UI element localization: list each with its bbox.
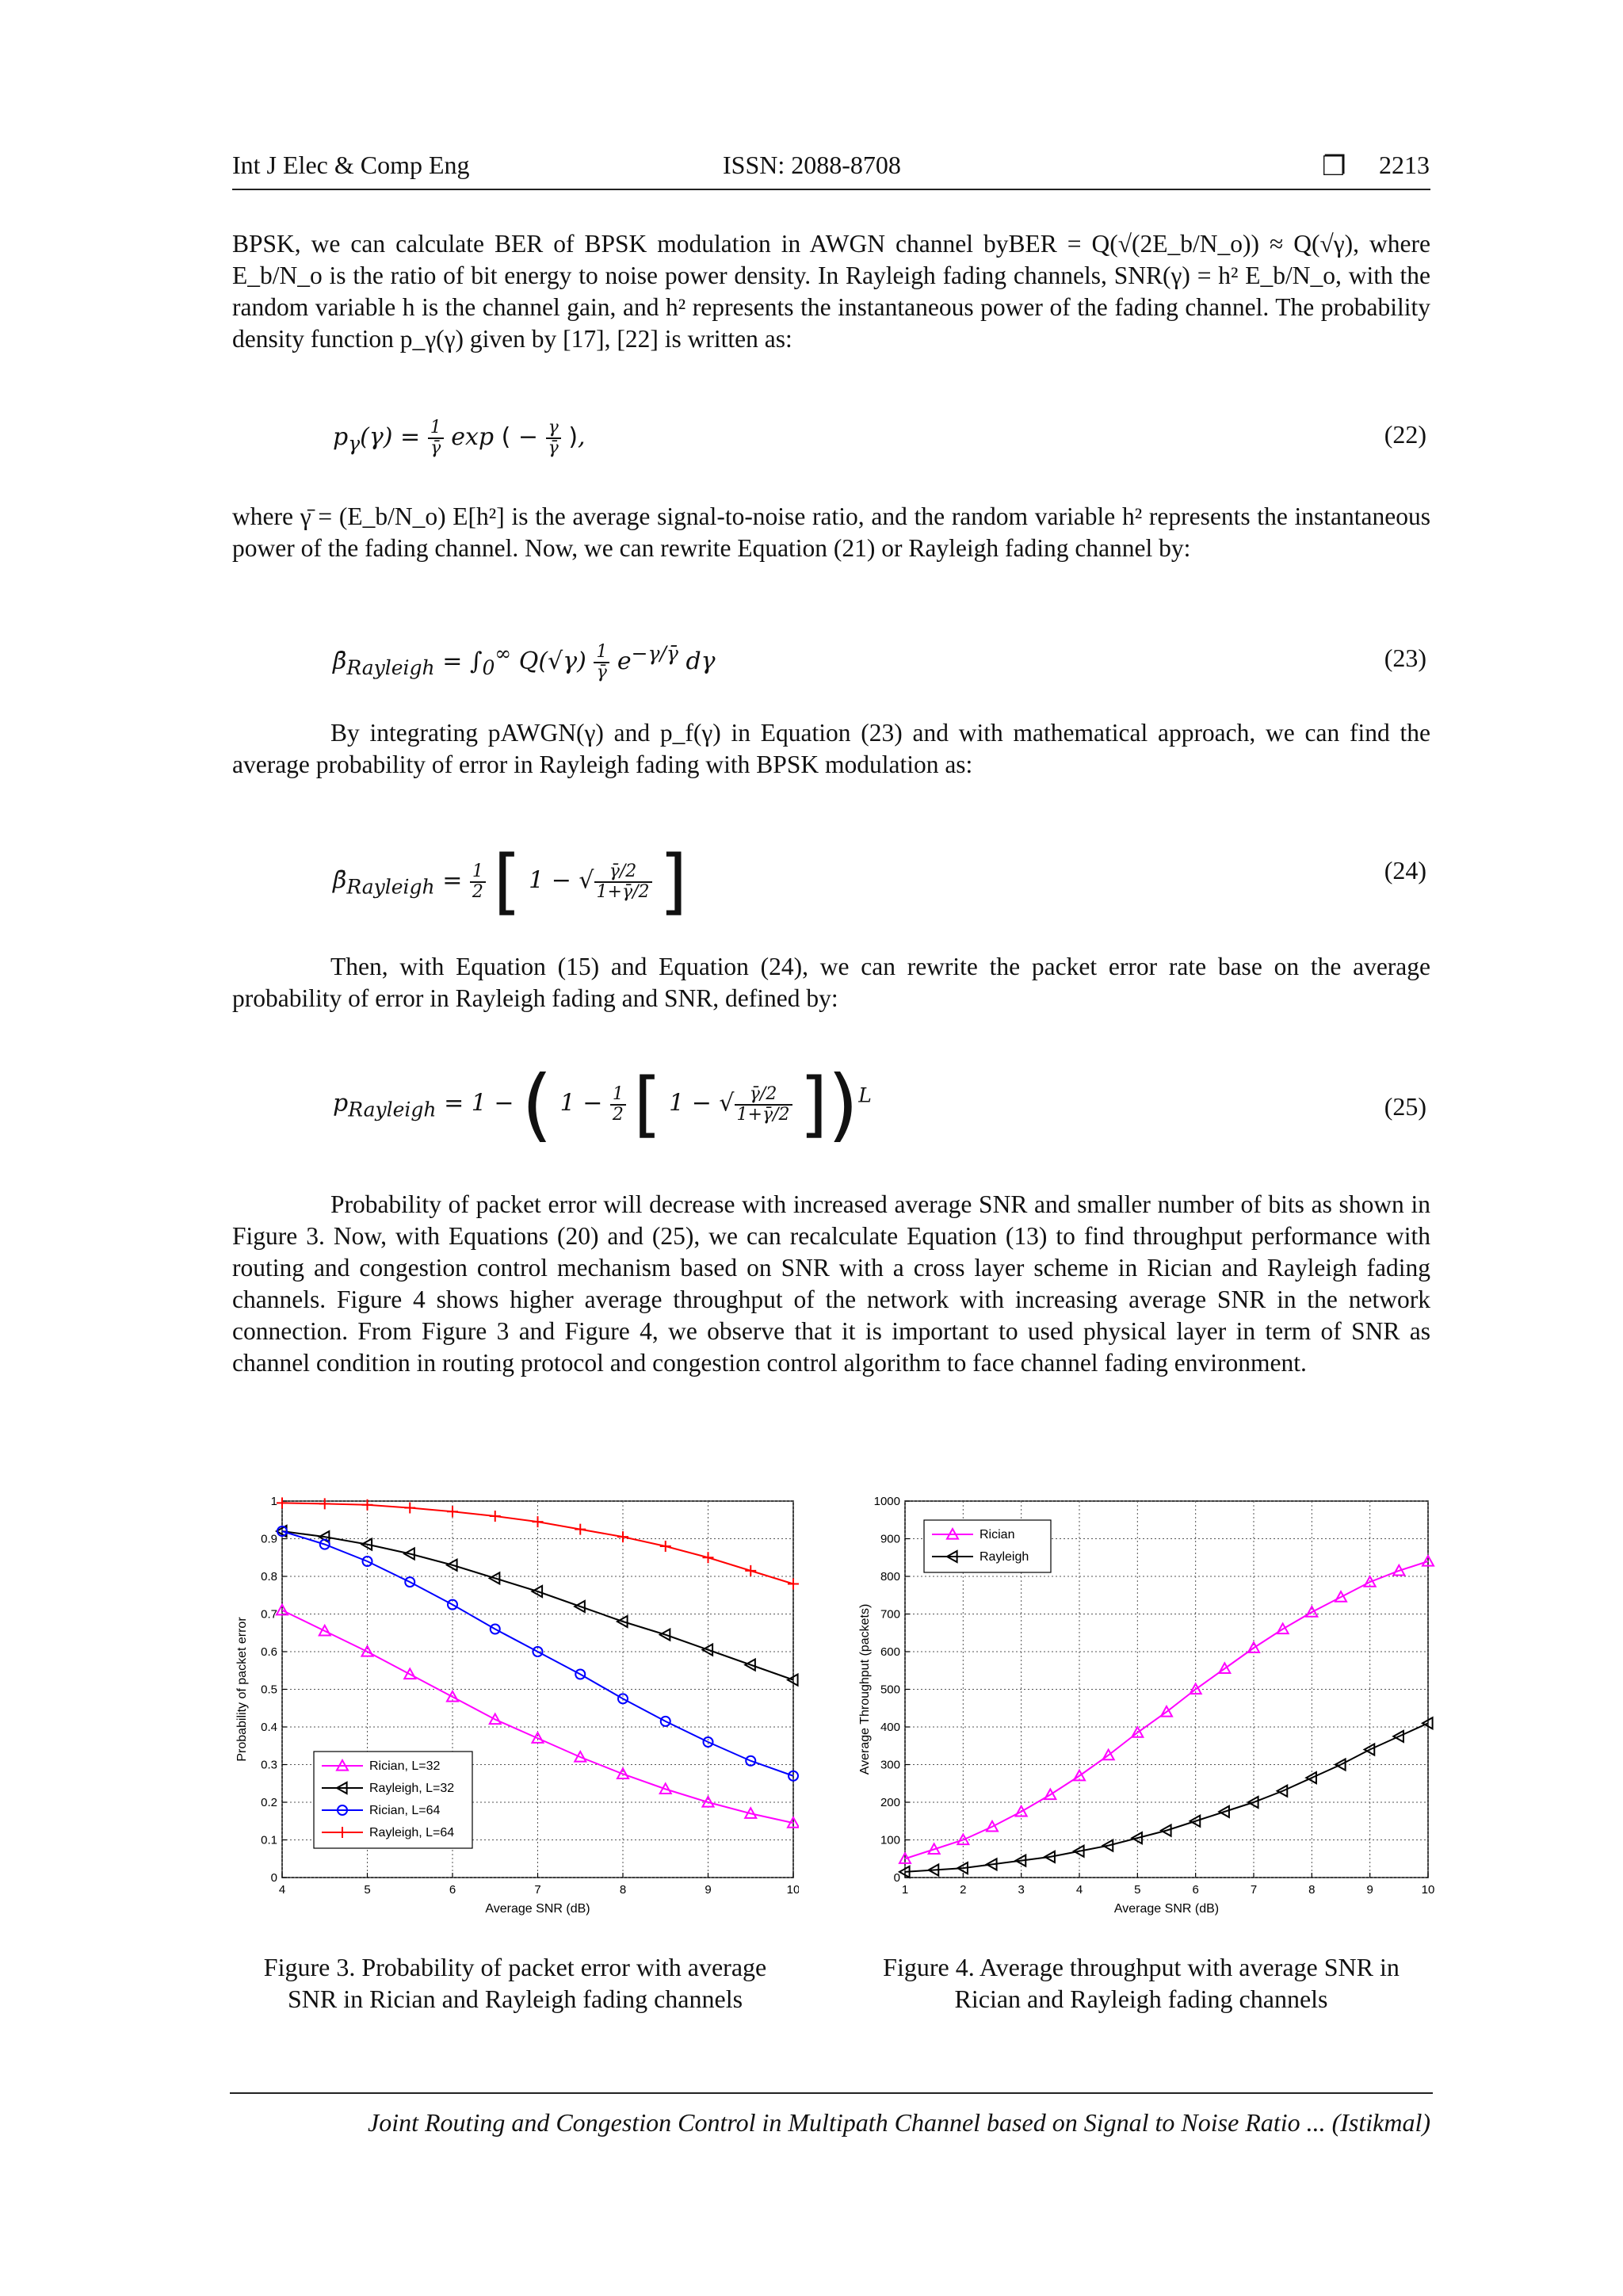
x-tick-label: 8	[619, 1883, 627, 1897]
y-tick-label: 0	[270, 1871, 277, 1885]
y-tick-label: 0.4	[261, 1721, 277, 1734]
paragraph-2: where γ̄ = (E_b/N_o) E[h²] is the average signal-to-noise ratio, and the random variable h² represents the instantaneous power of the fading channel. Now, we can rewrite Equation (21) or Rayleigh fading channel by:	[232, 502, 1430, 562]
page-number: 2213	[1379, 151, 1430, 179]
x-axis-label: Average SNR (dB)	[1113, 1902, 1220, 1916]
equation-number-24: (24)	[1384, 856, 1426, 884]
equation-22: $p_\gamma(\gamma)$ = $\frac{1}{\gammā}$ exp ( − $\frac{\gamma}{\gammā}$ ),	[333, 418, 586, 458]
legend-entry: Rician, L=32	[369, 1759, 441, 1773]
x-tick-label: 3	[1018, 1883, 1025, 1897]
figure-3-caption: Figure 3. Probability of packet error with average SNR in Rician and Rayleigh fading channels	[263, 1953, 767, 2013]
y-tick-label: 0.1	[261, 1833, 277, 1847]
x-tick-label: 10	[786, 1883, 799, 1897]
footer-rule	[230, 2092, 1433, 2094]
x-tick-label: 4	[278, 1883, 286, 1897]
chart-throughput-svg	[840, 1473, 1442, 1916]
y-tick-label: 500	[880, 1683, 900, 1697]
y-tick-label: 0.3	[261, 1758, 277, 1772]
y-axis-label: Probability of packet error	[235, 1617, 249, 1762]
figure-3-chart	[228, 1473, 799, 1920]
x-tick-label: 5	[364, 1883, 371, 1897]
y-tick-label: 700	[880, 1607, 900, 1622]
equation-number-25: (25)	[1384, 1092, 1426, 1121]
x-tick-label: 10	[1421, 1883, 1435, 1897]
journal-name: Int J Elec & Comp Eng	[232, 151, 470, 179]
y-tick-label: 0.5	[261, 1683, 277, 1697]
legend-entry: Rayleigh, L=64	[369, 1826, 455, 1839]
x-tick-label: 2	[960, 1883, 967, 1897]
y-tick-label: 0.2	[261, 1796, 277, 1809]
x-tick-label: 9	[705, 1883, 712, 1897]
box-icon: ❐	[1322, 151, 1346, 182]
legend-entry: Rayleigh	[980, 1550, 1029, 1564]
y-tick-label: 0.8	[261, 1570, 277, 1584]
figure-4-chart	[840, 1473, 1442, 1920]
y-tick-label: 900	[880, 1532, 900, 1546]
x-tick-label: 4	[1075, 1883, 1083, 1897]
legend	[924, 1520, 1051, 1572]
figure-4-caption: Figure 4. Average throughput with average SNR in Rician and Rayleigh fading channels	[883, 1953, 1400, 2013]
x-tick-label: 7	[1250, 1883, 1258, 1897]
legend-entry: Rician	[980, 1528, 1015, 1541]
x-tick-label: 6	[1192, 1883, 1199, 1897]
paragraph-3: By integrating pAWGN(γ) and p_f(γ) in Equation (23) and with mathematical approach, we can find the average probability of error in Rayleigh fading with BPSK modulation as:	[232, 719, 1430, 778]
y-tick-label: 0	[893, 1871, 900, 1885]
legend-entry: Rician, L=64	[369, 1804, 441, 1817]
x-tick-label: 9	[1366, 1883, 1373, 1897]
y-axis-label: Average Throughput (packets)	[858, 1603, 872, 1775]
y-tick-label: 0.6	[261, 1645, 277, 1659]
legend-entry: Rayleigh, L=32	[369, 1782, 455, 1795]
legend	[314, 1752, 472, 1848]
equation-25: $p_{Rayleigh} = 1$ − ( 1 − $\frac{1}{2}$ [ 1 − √ $\frac{\gammā/2}{1+\gammā/2}$ ])$^L$	[333, 1058, 872, 1151]
y-tick-label: 200	[880, 1796, 900, 1809]
y-tick-label: 300	[880, 1758, 900, 1772]
equation-23: $\betā_{Rayleigh} = \int_0^\infty$ Q(√γ) $\frac{1}{\gammā}$ $e^{-\gamma/\gammā}$ dγ	[333, 642, 716, 682]
issn: ISSN: 2088-8708	[723, 151, 901, 179]
x-axis-label: Average SNR (dB)	[485, 1902, 590, 1916]
y-tick-label: 600	[880, 1645, 900, 1659]
y-tick-label: 800	[880, 1570, 900, 1584]
paragraph-1: BPSK, we can calculate BER of BPSK modulation in AWGN channel byBER = Q(√(2E_b/N_o)) ≈ Q(√γ), where E_b/N_o is the ratio of bit energy to noise power density. In Rayleigh fading channels, SNR(γ) = h² E_b/N_o, with the random variable h is the channel gain, and h² represents the instantaneous power of the fading channel. The probability density function p_γ(γ) given by [17], [22] is written as:	[232, 230, 1430, 353]
header-rule	[232, 189, 1430, 190]
x-tick-label: 8	[1308, 1883, 1316, 1897]
equation-24: $\betā_{Rayleigh}$ = $\frac{1}{2}$ [ 1 − √ $\frac{\gammā/2}{1+\gammā/2}$ ]	[333, 840, 688, 923]
x-tick-label: 5	[1134, 1883, 1141, 1897]
y-tick-label: 1	[270, 1495, 277, 1508]
paragraph-4: Then, with Equation (15) and Equation (24), we can rewrite the packet error rate base on the average probability of error in Rayleigh fading and SNR, defined by:	[232, 953, 1430, 1012]
x-tick-label: 7	[534, 1883, 541, 1897]
chart-packet-error-svg	[228, 1473, 799, 1916]
y-tick-label: 1000	[873, 1495, 900, 1508]
x-tick-label: 6	[449, 1883, 456, 1897]
y-tick-label: 0.7	[261, 1607, 277, 1622]
y-tick-label: 0.9	[261, 1532, 277, 1546]
y-tick-label: 100	[880, 1833, 900, 1847]
x-tick-label: 1	[901, 1883, 909, 1897]
equation-number-22: (22)	[1384, 420, 1426, 449]
footer-text: Joint Routing and Congestion Control in Multipath Channel based on Signal to Noise Ratio ... (Istikmal)	[368, 2108, 1430, 2137]
y-tick-label: 400	[880, 1721, 900, 1734]
paragraph-5: Probability of packet error will decrease with increased average SNR and smaller number of bits as shown in Figure 3. Now, with Equations (20) and (25), we can recalculate Equation (13) to find throughput performance with routing and congestion control mechanism based on SNR with a cross layer scheme in Rician and Rayleigh fading channels. Figure 4 shows higher average throughput of the network with increasing average SNR in the network connection. From Figure 3 and Figure 4, we observe that it is important to used physical layer in term of SNR as channel condition in routing protocol and congestion control algorithm to face channel fading environment.	[232, 1190, 1430, 1377]
equation-number-23: (23)	[1384, 644, 1426, 672]
